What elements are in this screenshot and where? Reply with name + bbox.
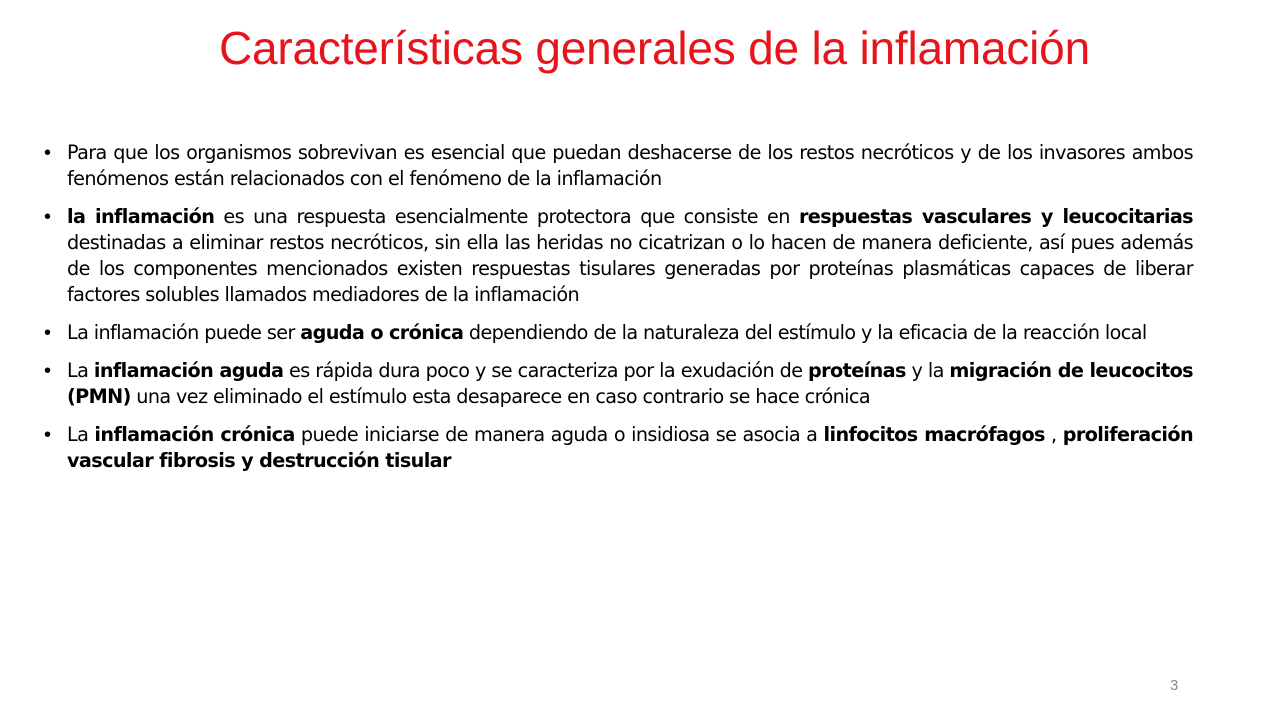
bullet-list <box>44 140 1193 486</box>
bullet-text: La inflamación puede ser <box>67 321 301 344</box>
bold-text: linfocitos macrófagos <box>823 423 1045 446</box>
bullet-text: La <box>67 423 95 446</box>
bullet-item <box>44 320 1193 346</box>
bullet-item <box>44 422 1193 474</box>
bold-text: inflamación crónica <box>94 423 295 446</box>
bold-text: proteínas <box>808 359 906 382</box>
bullet-text: La <box>67 359 94 382</box>
bullet-text: puede iniciarse de manera aguda o insidiosa se asocia a <box>294 423 824 446</box>
bullet-text: es una respuesta esencialmente protectora que consiste en <box>214 205 799 228</box>
bullet-text: y la <box>905 359 950 382</box>
bullet-text: Para que los organismos sobrevivan es esencial que puedan deshacerse de los restos necróticos y de los invasores ambos fenómenos están relacionados con el fenómeno de la inflamación <box>67 141 1193 190</box>
bullet-text: es rápida dura poco y se caracteriza por la exudación de <box>283 359 809 382</box>
bullet-text: , <box>1044 423 1063 446</box>
bullet-item <box>44 204 1193 308</box>
bold-text: inflamación aguda <box>93 359 284 382</box>
bold-text: migración de leucocitos (PMN) <box>67 359 1193 408</box>
bullet-text: una vez eliminado el estímulo esta desaparece en caso contrario se hace crónica <box>130 385 871 408</box>
bullet-text: dependiendo de la naturaleza del estímulo y la eficacia de la reacción local <box>463 321 1147 344</box>
bold-text: proliferación vascular fibrosis y destrucción tisular <box>67 423 1194 472</box>
bold-text: la inflamación <box>67 205 215 228</box>
bold-text: aguda o crónica <box>300 321 464 344</box>
bullet-item <box>44 358 1193 410</box>
bullet-text: destinadas a eliminar restos necróticos, sin ella las heridas no cicatrizan o lo hacen de manera deficiente, así pues además de los componentes mencionados existen respuestas tisulares generadas por proteínas plasmáticas capaces de liberar factores solubles llamados mediadores de la inflamación <box>67 231 1193 306</box>
slide-title: Características generales de la inflamación <box>219 22 1090 74</box>
bold-text: respuestas vasculares y leucocitarias <box>798 205 1193 228</box>
bullet-item <box>44 140 1193 192</box>
page-number: 3 <box>1170 677 1179 694</box>
